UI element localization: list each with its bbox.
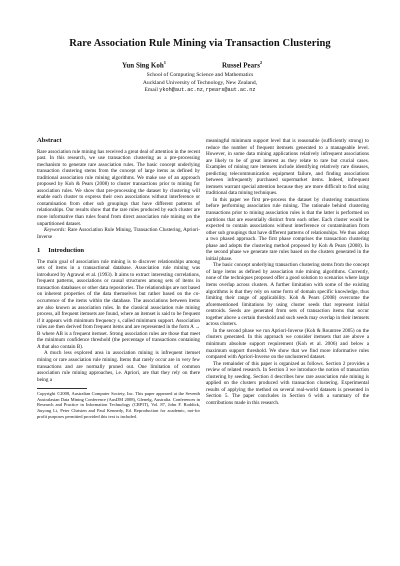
left-column [37, 138, 200, 419]
right-column [206, 138, 369, 406]
affiliation [0, 72, 400, 95]
author-2 [222, 60, 262, 69]
section-title: Introduction [48, 247, 85, 255]
intro-paragraph-2: A much less explored area in association mining is infrequent itemset mining or rare association rule mining. Items that rarely occur are in very few transactions and are normally pruned out. One limitation of common association rule mining approaches, i.e. Apriori, are that they rely on there being a [37, 350, 200, 383]
paper-title: Rare Association Rule Mining via Transaction Clustering [69, 38, 331, 49]
copyright-footnote [37, 391, 200, 419]
author-1-name: Yun Sing Koh [122, 61, 164, 70]
footnote-rule [37, 388, 87, 389]
intro-paragraph-1: The main goal of association rule mining is to discover relationships among sets of items in a transactional database. Association rule mining was introduced by Agrawal et al. (1993). It aims to extract interesting correlations, frequent patterns, associations or causal structures among sets of items in transaction databases or other data repositories. The relationships are not based on inherent properties of the data themselves but rather based on the co-occurrence of the items within the database. The associations between items are also known as association rules. In the classical association rule mining process, all frequent itemsets are found, where an itemset is said to be frequent if it appears with minimum frequency s, called minimum support. Association rules are then derived from frequent items and are represented in the form A → B where AB is a frequent itemset. Strong association rules are those that meet the minimum confidence threshold (the percentage of transactions containing A that also contain B). [37, 258, 200, 350]
email-1[interactable]: ykoh@aut.ac.nz [159, 87, 203, 94]
right-paragraph-4: In the second phase we run Apriori-Inverse (Koh & Rountree 2005) on the clusters generated. In this approach we consider itemsets that are above a minimum absolute support requirement (Koh et al. 2006) and below a maximum support threshold. We show that we find more informative rules compared with Apriori-Inverse on the unclustered dataset. [206, 327, 369, 361]
keywords-label: Keywords: [44, 227, 67, 234]
abstract-heading: Abstract [37, 137, 62, 144]
footnote-text: Copyright ©2008, Australian Computer Society, Inc. This paper appeared at the Seventh Australasian Data Mining Conference (AusDM 2008), Glenelg, Australia. Conferences in Research and Practice in Information Technology (CRPIT), Vol. 87, John F. Roddick, Jiuyong Li, Peter Christen and Paul Kennedy, Ed. Reproduction for academic, not-for profit purposes permitted provided this text is included. [37, 391, 200, 419]
section-number: 1 [37, 247, 41, 255]
keywords-text: Rare Association Rule Mining, Transaction Clustering, Apriori-Inverse [37, 227, 200, 240]
right-paragraph-5: The remainder of this paper is organized as follows. Section 2 provides a review of related research. In Section 3 we introduce the notion of transaction clustering by seeding. Section 4 describes how rare association rule mining is applied on the clusters produced with transaction clustering. Experimental results of applying the method on several real-world datasets is presented in Section 5. The paper concludes in Section 6 with a summary of the contributions made in this research. [206, 360, 369, 406]
section-heading-introduction [37, 248, 200, 255]
author-2-name: Russel Pears [222, 61, 260, 70]
author-1-sup: 1 [163, 60, 167, 65]
affiliation-line-2: Auckland University of Technology, New Zealand, [142, 79, 258, 86]
right-paragraph-3: The basic concept underlying transaction clustering stems from the concept of large items as defined by association rule mining algorithms. Currently, none of the techniques proposed offer a good solution to scenarios where large items overlap across clusters. A further limitation with some of the existing algorithms is that they rely on some form of domain specific knowledge, thus limiting their range of applicability. Koh & Pears (2008) overcome the aforementioned limitations by using cluster seeds that represent initial centroids. Seeds are generated from sets of transaction items that occur together above a certain threshold and such seeds may overlap in their itemsets across clusters. [206, 262, 369, 328]
keywords [37, 227, 200, 240]
right-paragraph-2: In this paper we first pre-process the dataset by clustering transactions before performing association rule mining. The rationale behind clustering transactions prior to mining association rules is that the latter is performed on partitions that are essentially distinct from each other. Each cluster would be expected to contain associations without interference or contamination from other sub groupings that have different patterns of relationships. We thus adopt a two phased approach. The first phase comprises the transaction clustering phase and adopts the clustering method proposed by Koh & Pears (2008). In the second phase we generate rare rules based on the clusters generated in the initial phase. [206, 196, 369, 262]
right-paragraph-1: meaningful minimum support level that is reasonable (sufficiently strong) to reduce the number of frequent itemsets generated to a manageable level. However, in some data mining applications relatively infrequent associations are likely to be of great interest as they relate to rare but crucial cases. Examples of mining rare itemsets include identifying relatively rare diseases, predicting telecommunication equipment failure, and finding associations between infrequently purchased supermarket items. Indeed, infrequent itemsets warrant special attention because they are more difficult to find using traditional data mining techniques. [206, 138, 369, 197]
affiliation-line-1: School of Computing Science and Mathematics [146, 72, 254, 78]
author-2-sup: 2 [259, 60, 263, 65]
author-1 [122, 60, 166, 69]
abstract-body: Rare association rule mining has received a great deal of attention in the recent past. In this research, we use transaction clustering as a pre-processing mechanism to generate rare association rules. The basic concept underlying transaction clustering stems from the concept of large items as defined by traditional association rule mining algorithms. We make use of an approach proposed by Koh & Pears (2008) to cluster transactions prior to mining for association rules. We show that pre-processing the dataset by clustering will enable each cluster to express their own associations without interference or contamination from other sub groupings that have different patterns of relationships. Our results show that the rare rules produced by each cluster are more informative than rules found from direct association rule mining on the unpartitioned dataset. [37, 148, 200, 227]
email-line: Email ykoh@aut.ac.nz, rpears@aut.ac.nz [144, 87, 256, 94]
email-label: Email [144, 87, 158, 94]
email-2[interactable]: rpears@aut.ac.nz [205, 87, 256, 94]
